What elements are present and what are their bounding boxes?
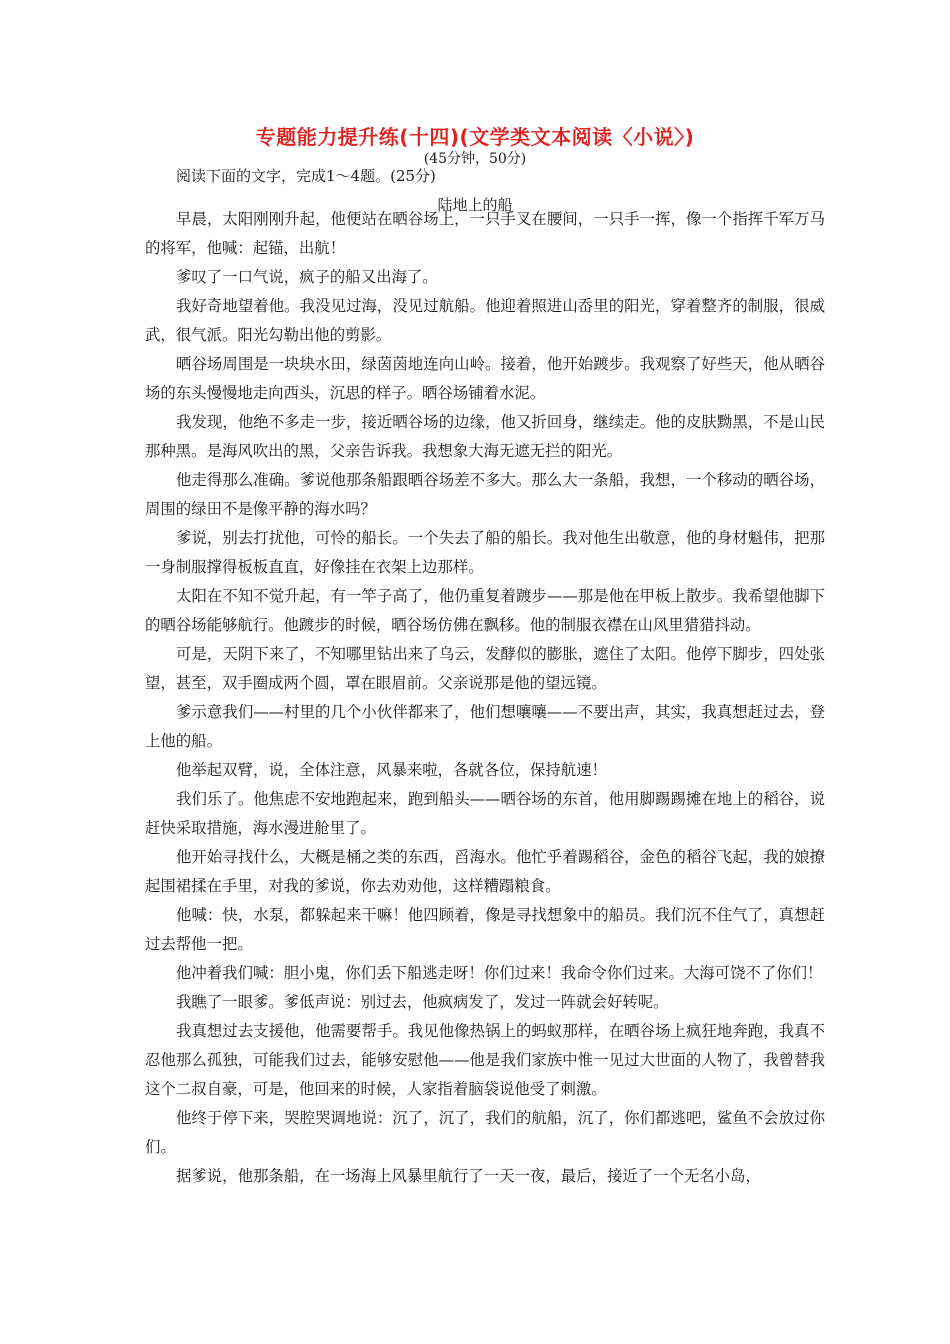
reading-instruction: 阅读下面的文字，完成1～4题。(25分) — [176, 167, 436, 185]
paragraph: 我真想过去支援他，他需要帮手。我见他像热锅上的蚂蚁那样，在晒谷场上疯狂地奔跑，我真不忍他那么孤独，可能我们过去，能够安慰他——他是我们家族中惟一见过大世面的人物了，我曾替我这个二叔自豪，可是，他回来的时候，人家指着脑袋说他受了刺激。 — [145, 1022, 825, 1098]
paragraph: 我瞧了一眼爹。爹低声说：别过去，他疯病发了，发过一阵就会好转呢。 — [176, 993, 669, 1011]
paragraph: 爹示意我们——村里的几个小伙伴都来了，他们想嚷嚷——不要出声，其实，我真想赶过去，登上他的船。 — [145, 703, 825, 750]
paragraph: 我们乐了。他焦虑不安地跑起来，跑到船头——晒谷场的东首，他用脚踢踢摊在地上的稻谷，说赶快采取措施，海水漫进舱里了。 — [145, 790, 825, 837]
paragraph: 他举起双臂，说，全体注意，风暴来啦，各就各位，保持航速！ — [176, 761, 607, 779]
story-title: 陆地上的船 — [437, 196, 513, 214]
paragraph: 可是，天阴下来了，不知哪里钻出来了乌云，发酵似的膨胀，遮住了太阳。他停下脚步，四处张望，甚至，双手圈成两个圆，罩在眼眉前。父亲说那是他的望远镜。 — [145, 645, 825, 692]
paragraph: 我好奇地望着他。我没见过海，没见过航船。他迎着照进山岙里的阳光，穿着整齐的制服，很威武，很气派。阳光勾勒出他的剪影。 — [145, 297, 825, 344]
paragraph: 早晨，太阳刚刚升起，他便站在晒谷场上，一只手叉在腰间，一只手一挥，像一个指挥千军万马的将军，他喊：起锚，出航！ — [145, 210, 825, 257]
paragraph: 太阳在不知不觉升起，有一竿子高了，他仍重复着踱步——那是他在甲板上散步。我希望他脚下的晒谷场能够航行。他踱步的时候，晒谷场仿佛在飘移。他的制服衣襟在山风里猎猎抖动。 — [145, 587, 825, 634]
paragraph: 他走得那么准确。爹说他那条船跟晒谷场差不多大。那么大一条船，我想，一个移动的晒谷场，周围的绿田不是像平静的海水吗？ — [145, 471, 825, 518]
time-score-note: (45分钟，50分) — [423, 151, 527, 167]
paragraph: 我发现，他绝不多走一步，接近晒谷场的边缘，他又折回身，继续走。他的皮肤黝黑，不是山民那种黑。是海风吹出的黑，父亲告诉我。我想象大海无遮无拦的阳光。 — [145, 413, 825, 460]
page-title: 专题能力提升练(十四)(文学类文本阅读〈小说〉) — [255, 125, 695, 149]
paragraph: 他冲着我们喊：胆小鬼，你们丢下船逃走呀！你们过来！我命令你们过来。大海可饶不了你们！ — [176, 964, 823, 982]
paragraph: 爹说，别去打扰他，可怜的船长。一个失去了船的船长。我对他生出敬意，他的身材魁伟，把那一身制服撑得板板直直，好像挂在衣架上边那样。 — [145, 529, 825, 576]
paragraph: 据爹说，他那条船，在一场海上风暴里航行了一天一夜，最后，接近了一个无名小岛， — [176, 1167, 761, 1185]
paragraph: 他开始寻找什么，大概是桶之类的东西，舀海水。他忙乎着踢稻谷，金色的稻谷飞起，我的娘撩起围裙揉在手里，对我的爹说，你去劝劝他，这样糟蹋粮食。 — [145, 848, 825, 895]
paragraph: 他终于停下来，哭腔哭调地说：沉了，沉了，我们的航船，沉了，你们都逃吧，鲨鱼不会放过你们。 — [145, 1109, 825, 1156]
story-body — [145, 205, 825, 1191]
paragraph: 他喊：快，水泵，都躲起来干嘛！他四顾着，像是寻找想象中的船员。我们沉不住气了，真想赶过去帮他一把。 — [145, 906, 825, 953]
paragraph: 晒谷场周围是一块块水田，绿茵茵地连向山岭。接着，他开始踱步。我观察了好些天，他从晒谷场的东头慢慢地走向西头，沉思的样子。晒谷场铺着水泥。 — [145, 355, 825, 402]
paragraph: 爹叹了一口气说，疯子的船又出海了。 — [176, 268, 438, 286]
